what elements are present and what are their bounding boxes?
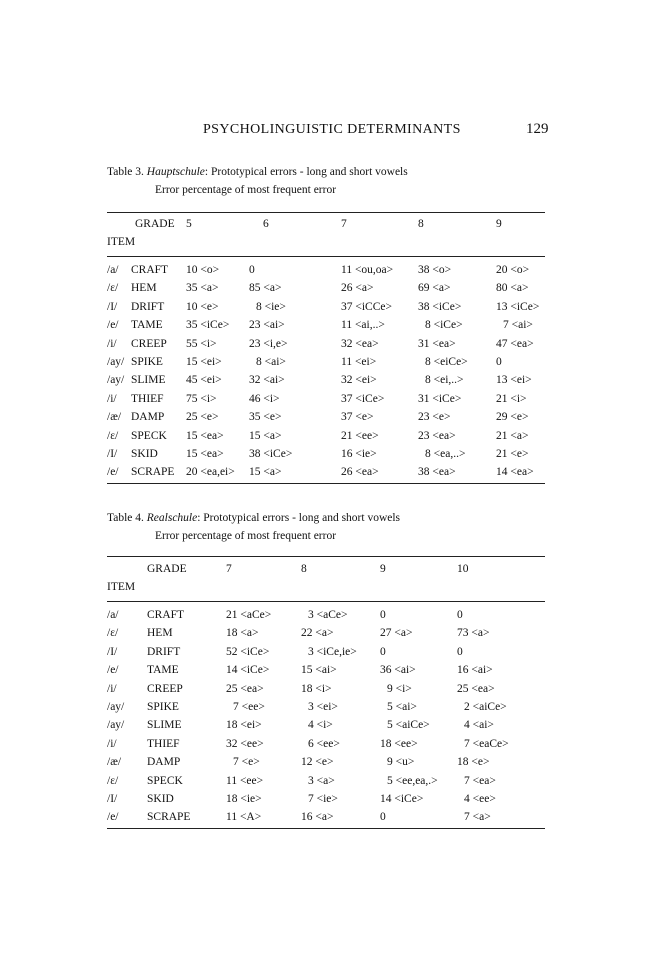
table4-cell-item: SKID — [147, 793, 174, 805]
table3-cell-value: 0 — [496, 356, 502, 368]
table3-cell-value: 11 <ei> — [341, 356, 377, 368]
table4-cell-value: 0 — [457, 609, 463, 621]
page-number: 129 — [526, 121, 549, 137]
table4-cell-value: 27 <a> — [380, 627, 413, 640]
table3-cell-value: 32 <ai> — [249, 374, 285, 387]
table3-grade-header: 7 — [341, 218, 347, 230]
table4-cell-value: 3 <iCe,ie> — [308, 645, 357, 658]
table3-grade-header: 6 — [263, 218, 269, 230]
table3-cell-item: CRAFT — [131, 264, 169, 276]
table3-cell-value: 11 <ai,..> — [341, 319, 385, 332]
table4-cell-phoneme: /i/ — [107, 737, 117, 750]
table3-cell-value: 75 <i> — [186, 392, 217, 405]
table4-cell-value: 7 <ea> — [464, 774, 496, 787]
table3-cell-value: 21 <a> — [496, 429, 529, 442]
table3-cell-value: 21 <ee> — [341, 429, 379, 442]
table3-cell-value: 46 <i> — [249, 392, 280, 405]
table4-cell-phoneme: /I/ — [107, 645, 118, 658]
table3-cell-value: 0 — [249, 264, 255, 276]
table4-cell-value: 73 <a> — [457, 627, 490, 640]
table3-cell-value: 37 <iCCe> — [341, 300, 392, 313]
table3-caption-text: : Prototypical errors - long and short vowels — [204, 166, 408, 178]
table4-cell-value: 16 <ai> — [457, 664, 493, 677]
table4-cell-value: 16 <a> — [301, 811, 334, 824]
table4-cell-value: 7 <ee> — [233, 701, 265, 713]
table3-cell-item: SLIME — [131, 374, 166, 387]
table3-cell-phoneme: /I/ — [107, 448, 118, 460]
table4-cell-value: 18 <e> — [457, 756, 490, 769]
table3-cell-value: 8 <ie> — [256, 300, 286, 313]
page-header-title: PSYCHOLINGUISTIC DETERMINANTS — [203, 122, 461, 137]
table4-cell-item: CRAFT — [147, 609, 185, 621]
table3-cell-item: SCRAPE — [131, 466, 175, 479]
table4-cell-value: 7 <ie> — [308, 793, 338, 805]
table4-cell-phoneme: /ε/ — [107, 774, 119, 787]
table4-cell-value: 52 <iCe> — [226, 645, 270, 658]
table3-cell-phoneme: /ε/ — [107, 282, 119, 295]
table3-grade-header: 5 — [186, 218, 192, 230]
table4-cell-value: 3 <aCe> — [308, 609, 348, 621]
table4-cell-phoneme: /ay/ — [107, 701, 125, 713]
table3-cell-phoneme: /I/ — [107, 300, 118, 313]
table4-cell-value: 6 <ee> — [308, 737, 340, 750]
table3-cell-value: 15 <ei> — [186, 356, 222, 368]
table3-cell-value: 15 <ea> — [186, 448, 224, 460]
table3-cell-item: HEM — [131, 282, 157, 295]
table4-cell-phoneme: /æ/ — [107, 756, 122, 769]
table4-grade-header: 9 — [380, 563, 386, 575]
table4-cell-item: HEM — [147, 627, 173, 640]
table3-cell-value: 85 <a> — [249, 282, 282, 295]
table3-cell-value: 35 <iCe> — [186, 319, 230, 332]
table4-cell-phoneme: /I/ — [107, 793, 118, 805]
table4-cell-value: 15 <ai> — [301, 664, 337, 677]
table3-cell-value: 20 <ea,ei> — [186, 466, 235, 479]
table4-cell-phoneme: /ε/ — [107, 627, 119, 640]
table3-grade-label: GRADE — [135, 218, 175, 230]
table3-cell-value: 13 <ei> — [496, 374, 532, 387]
table4-cell-item: DAMP — [147, 756, 181, 769]
table3-cell-value: 8 <iCe> — [425, 319, 463, 332]
table3-cell-value: 15 <a> — [249, 466, 282, 479]
table3-cell-value: 14 <ea> — [496, 466, 534, 479]
table3-cell-value: 35 <a> — [186, 282, 219, 295]
table4-cell-value: 0 — [380, 645, 386, 658]
table3-cell-value: 10 <e> — [186, 300, 219, 313]
table4-cell-value: 11 <A> — [226, 811, 262, 824]
table3-cell-value: 38 <o> — [418, 264, 452, 276]
table4-cell-item: SPIKE — [147, 701, 179, 713]
table3-cell-value: 8 <ei,..> — [425, 374, 464, 387]
table4-cell-phoneme: /i/ — [107, 682, 117, 695]
table3-cell-value: 31 <ea> — [418, 337, 456, 350]
table4-cell-value: 18 <ei> — [226, 719, 262, 732]
table4-cell-value: 9 <u> — [387, 756, 415, 769]
table4-grade-header: 7 — [226, 563, 232, 575]
table3-item-label: ITEM — [107, 236, 136, 248]
table3-cell-value: 26 <a> — [341, 282, 374, 295]
table3-cell-value: 23 <e> — [418, 411, 451, 424]
table3-cell-value: 15 <ea> — [186, 429, 224, 442]
table4-cell-value: 14 <iCe> — [226, 664, 270, 677]
table4-cell-value: 2 <aiCe> — [464, 701, 507, 713]
table4-cell-value: 14 <iCe> — [380, 793, 424, 805]
table4-cell-value: 18 <ie> — [226, 793, 262, 805]
table4-cell-value: 5 <ee,ea,.> — [387, 774, 438, 787]
table3-cell-item: TAME — [131, 319, 163, 332]
table3-cell-value: 8 <eiCe> — [425, 356, 468, 368]
table4-grade-header: 10 — [457, 563, 469, 575]
table3-caption-school: Hauptschule — [146, 166, 205, 178]
table3-cell-phoneme: /e/ — [107, 466, 119, 479]
table4-top-rule — [107, 556, 545, 557]
table4-cell-value: 21 <aCe> — [226, 609, 272, 621]
table4-caption — [107, 509, 400, 545]
table4-cell-item: SPECK — [147, 774, 183, 787]
table4-caption-label: Table 4. — [107, 512, 144, 524]
table3-caption-subtitle: Error percentage of most frequent error — [155, 184, 337, 196]
table3-header-rule — [107, 256, 545, 257]
table3-cell-value: 32 <ea> — [341, 337, 379, 350]
table4-caption-text: : Prototypical errors - long and short vowels — [197, 512, 401, 524]
table3-cell-value: 15 <a> — [249, 429, 282, 442]
table4-cell-phoneme: /ay/ — [107, 719, 125, 732]
table3-cell-value: 25 <e> — [186, 411, 219, 424]
table4-bottom-rule — [107, 828, 545, 829]
table4-cell-phoneme: /e/ — [107, 811, 119, 824]
table3-cell-item: SKID — [131, 448, 158, 460]
table3-cell-value: 38 <iCe> — [418, 300, 462, 313]
table3-cell-item: SPECK — [131, 429, 167, 442]
table3-cell-value: 11 <ou,oa> — [341, 264, 394, 276]
table3-cell-value: 69 <a> — [418, 282, 451, 295]
table4-cell-value: 3 <a> — [308, 774, 335, 787]
table3-cell-value: 31 <iCe> — [418, 392, 462, 405]
table3-cell-value: 38 <ea> — [418, 466, 456, 479]
table4-cell-value: 22 <a> — [301, 627, 334, 640]
table3-cell-value: 37 <iCe> — [341, 392, 385, 405]
table3-cell-phoneme: /e/ — [107, 319, 119, 332]
table3-caption — [107, 163, 408, 199]
table3-cell-phoneme: /ay/ — [107, 356, 125, 368]
table3-cell-value: 21 <i> — [496, 392, 527, 405]
table3-cell-value: 23 <i,e> — [249, 337, 288, 350]
table3-cell-value: 26 <ea> — [341, 466, 379, 479]
table3-grade-header: 9 — [496, 218, 502, 230]
table4-cell-value: 4 <ee> — [464, 793, 496, 805]
table3-cell-phoneme: /ay/ — [107, 374, 125, 387]
table3-cell-phoneme: /æ/ — [107, 411, 122, 424]
table3-grade-header: 8 — [418, 218, 424, 230]
table3-cell-value: 10 <o> — [186, 264, 220, 276]
table4-cell-value: 36 <ai> — [380, 664, 416, 677]
table4-cell-value: 25 <ea> — [457, 682, 495, 695]
table4-cell-value: 18 <a> — [226, 627, 259, 640]
table4-header-rule — [107, 601, 545, 602]
table4-cell-value: 7 <eaCe> — [464, 737, 509, 750]
table4-cell-value: 5 <aiCe> — [387, 719, 430, 732]
table4-cell-value: 0 — [380, 609, 386, 621]
table4-cell-value: 0 — [380, 811, 386, 824]
table3-cell-value: 8 <ai> — [256, 356, 286, 368]
table4-cell-value: 3 <ei> — [308, 701, 338, 713]
table3-caption-label: Table 3. — [107, 166, 144, 178]
table3-cell-item: SPIKE — [131, 356, 163, 368]
table3-cell-value: 8 <ea,..> — [425, 448, 466, 460]
table4-cell-value: 4 <ai> — [464, 719, 494, 732]
table3-top-rule — [107, 212, 545, 213]
table4-cell-value: 25 <ea> — [226, 682, 264, 695]
table4-caption-subtitle: Error percentage of most frequent error — [155, 530, 337, 542]
table3-cell-phoneme: /i/ — [107, 337, 117, 350]
table4-cell-value: 18 <ee> — [380, 737, 418, 750]
table4-cell-value: 7 <e> — [233, 756, 260, 769]
table4-cell-item: DRIFT — [147, 645, 181, 658]
table4-cell-item: CREEP — [147, 682, 183, 695]
table3-cell-phoneme: /i/ — [107, 392, 117, 405]
table4-cell-value: 4 <i> — [308, 719, 333, 732]
table3-cell-value: 20 <o> — [496, 264, 530, 276]
table4-cell-value: 7 <a> — [464, 811, 491, 824]
table3-cell-value: 13 <iCe> — [496, 300, 540, 313]
table3-cell-item: DRIFT — [131, 300, 165, 313]
table3-cell-item: DAMP — [131, 411, 165, 424]
table3-cell-value: 80 <a> — [496, 282, 529, 295]
table3-cell-value: 21 <e> — [496, 448, 529, 460]
table4-grade-header: 8 — [301, 563, 307, 575]
table3-cell-value: 37 <e> — [341, 411, 374, 424]
table3-cell-value: 47 <ea> — [496, 337, 534, 350]
table4-cell-value: 9 <i> — [387, 682, 412, 695]
table4-grade-label: GRADE — [147, 563, 187, 575]
table3-cell-value: 29 <e> — [496, 411, 529, 424]
table3-cell-value: 16 <ie> — [341, 448, 377, 460]
table4-cell-item: THIEF — [147, 737, 180, 750]
table4-cell-value: 0 — [457, 645, 463, 658]
table4-cell-item: SLIME — [147, 719, 182, 732]
table3-cell-value: 55 <i> — [186, 337, 217, 350]
table3-cell-phoneme: /a/ — [107, 264, 119, 276]
table4-cell-value: 11 <ee> — [226, 774, 264, 787]
table3-cell-value: 7 <ai> — [503, 319, 533, 332]
table4-cell-value: 32 <ee> — [226, 737, 264, 750]
table3-cell-value: 45 <ei> — [186, 374, 222, 387]
table3-cell-value: 23 <ai> — [249, 319, 285, 332]
table4-caption-school: Realschule — [146, 512, 198, 524]
table4-cell-value: 12 <e> — [301, 756, 334, 769]
table4-cell-item: TAME — [147, 664, 179, 677]
table4-cell-phoneme: /a/ — [107, 609, 119, 621]
table3-cell-item: CREEP — [131, 337, 167, 350]
table4-cell-value: 18 <i> — [301, 682, 332, 695]
table4-item-label: ITEM — [107, 581, 136, 593]
table3-cell-value: 35 <e> — [249, 411, 282, 424]
table3-cell-phoneme: /ε/ — [107, 429, 119, 442]
table3-cell-item: THIEF — [131, 392, 164, 405]
table4-cell-phoneme: /e/ — [107, 664, 119, 677]
table4-cell-value: 5 <ai> — [387, 701, 417, 713]
table3-cell-value: 32 <ei> — [341, 374, 377, 387]
table3-cell-value: 23 <ea> — [418, 429, 456, 442]
table3-bottom-rule — [107, 483, 545, 484]
table3-cell-value: 38 <iCe> — [249, 448, 293, 460]
table4-cell-item: SCRAPE — [147, 811, 191, 824]
